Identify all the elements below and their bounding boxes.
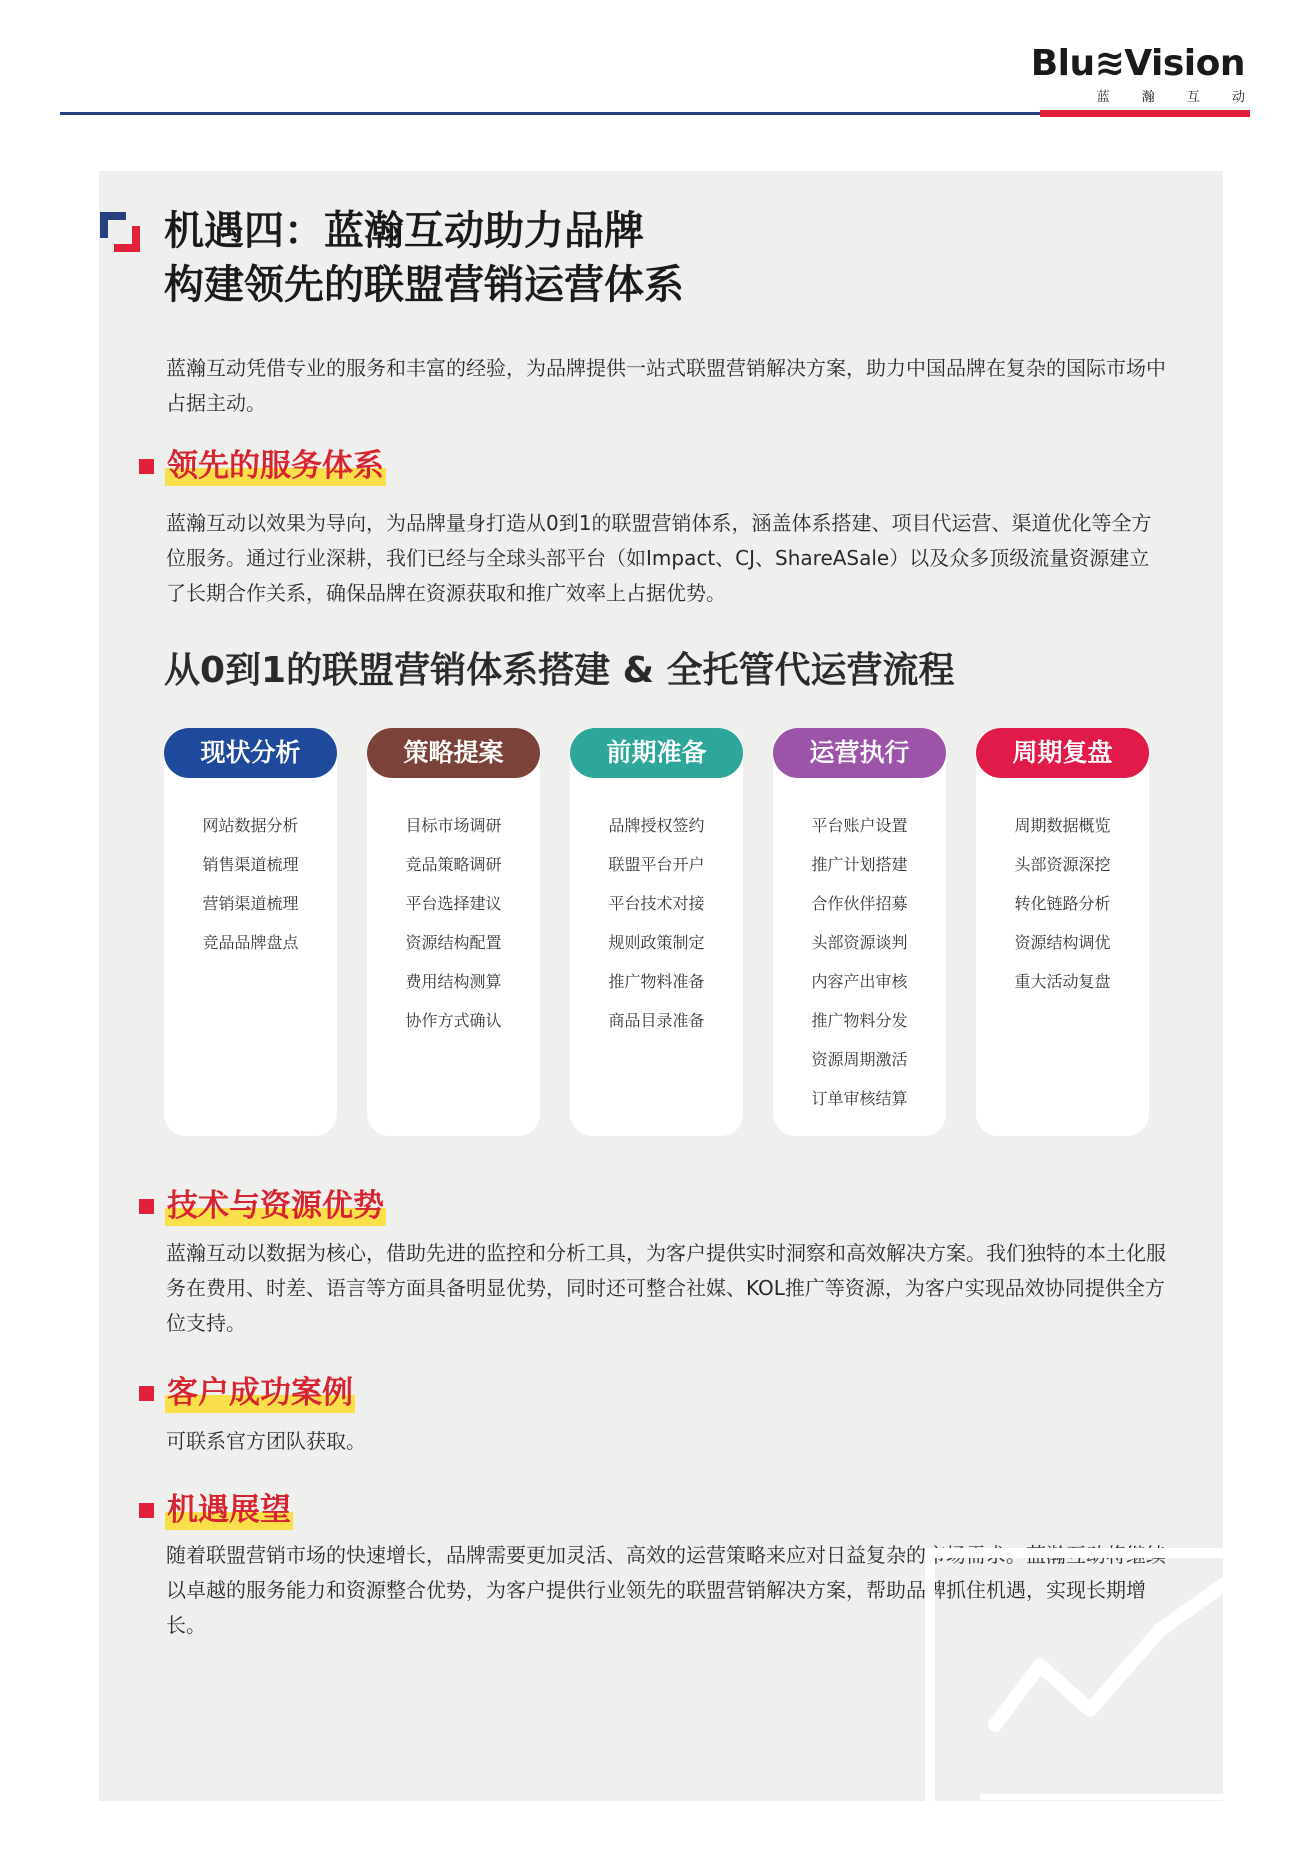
flow-item: 重大活动复盘 xyxy=(1014,972,1111,991)
flow-step-pill: 运营执行 xyxy=(773,728,946,778)
flow-item: 平台选择建议 xyxy=(405,894,502,913)
flow-item: 订单审核结算 xyxy=(811,1089,908,1108)
flow-column-strategy xyxy=(367,728,540,1136)
section-heading-label: 机遇展望 xyxy=(167,1492,291,1528)
flow-item: 周期数据概览 xyxy=(1014,816,1111,835)
section-body-cases: 可联系官方团队获取。 xyxy=(166,1429,366,1453)
flow-title: 从0到1的联盟营销体系搭建 & 全托管代运营流程 xyxy=(164,650,955,691)
flow-item: 资源结构配置 xyxy=(405,933,502,952)
flow-item: 商品目录准备 xyxy=(608,1011,705,1030)
section-body-service: 蓝瀚互动以效果为导向，为品牌量身打造从0到1的联盟营销体系，涵盖体系搭建、项目代运营、渠道优化等全方位服务。通过行业深耕，我们已经与全球头部平台（如Impact、CJ、ShareASale）以及众多顶级流量资源建立了长期合作关系，确保品牌在资源获取和推广效率上占据优势。 xyxy=(166,511,1152,605)
title-logo-icon xyxy=(100,212,140,252)
flow-item: 目标市场调研 xyxy=(405,816,502,835)
flow-column-analysis xyxy=(164,728,337,1136)
flow-column-review xyxy=(976,728,1149,1136)
flow-item: 网站数据分析 xyxy=(202,816,299,835)
bullet-square-icon xyxy=(139,459,154,474)
brand-name: Blu≋Vision xyxy=(1030,43,1245,84)
flow-item: 资源结构调优 xyxy=(1014,933,1111,952)
flow-item: 费用结构测算 xyxy=(405,972,502,991)
flow-item: 品牌授权签约 xyxy=(608,816,705,835)
flow-step-pill: 周期复盘 xyxy=(976,728,1149,778)
flow-item: 推广计划搭建 xyxy=(811,855,908,874)
flow-step-pill: 策略提案 xyxy=(367,728,540,778)
flow-item: 平台技术对接 xyxy=(608,894,705,913)
section-heading-label: 领先的服务体系 xyxy=(167,448,384,484)
flow-item: 竞品策略调研 xyxy=(405,855,502,874)
flow-item: 规则政策制定 xyxy=(608,933,705,952)
flow-item: 内容产出审核 xyxy=(811,972,908,991)
flow-item: 销售渠道梳理 xyxy=(202,855,299,874)
flow-column-execution xyxy=(773,728,946,1136)
page-title-line2: 构建领先的联盟营销运营体系 xyxy=(164,262,684,308)
flow-item: 竞品品牌盘点 xyxy=(202,933,299,952)
flow-item: 推广物料分发 xyxy=(811,1011,908,1030)
bullet-square-icon xyxy=(139,1199,154,1214)
flow-item: 转化链路分析 xyxy=(1014,894,1111,913)
flow-item: 合作伙伴招募 xyxy=(811,894,908,913)
flow-item: 头部资源深挖 xyxy=(1014,855,1111,874)
intro-paragraph: 蓝瀚互动凭借专业的服务和丰富的经验，为品牌提供一站式联盟营销解决方案，助力中国品牌在复杂的国际市场中占据主动。 xyxy=(166,356,1166,415)
flow-item: 协作方式确认 xyxy=(405,1011,502,1030)
page-title-line1: 机遇四：蓝瀚互动助力品牌 xyxy=(164,208,644,254)
flow-column-preparation xyxy=(570,728,743,1136)
section-heading-label: 技术与资源优势 xyxy=(167,1188,384,1224)
flow-item: 头部资源谈判 xyxy=(811,933,908,952)
header-accent-bar xyxy=(1040,110,1250,117)
bullet-square-icon xyxy=(139,1503,154,1518)
flow-step-pill: 前期准备 xyxy=(570,728,743,778)
brand-subtitle: 蓝 瀚 互 动 xyxy=(1096,90,1259,105)
section-heading-label: 客户成功案例 xyxy=(167,1375,353,1411)
flow-item: 资源周期激活 xyxy=(811,1050,908,1069)
section-body-tech: 蓝瀚互动以数据为核心，借助先进的监控和分析工具，为客户提供实时洞察和高效解决方案。我们独特的本土化服务在费用、时差、语言等方面具备明显优势，同时还可整合社媒、KOL推广等资源，为客户实现品效协同提供全方位支持。 xyxy=(166,1241,1166,1335)
bullet-square-icon xyxy=(139,1386,154,1401)
flow-item: 平台账户设置 xyxy=(811,816,908,835)
section-body-outlook: 随着联盟营销市场的快速增长，品牌需要更加灵活、高效的运营策略来应对日益复杂的市场需求。蓝瀚互动将继续以卓越的服务能力和资源整合优势，为客户提供行业领先的联盟营销解决方案，帮助品牌抓住机遇，实现长期增长。 xyxy=(166,1543,1166,1637)
flow-step-pill: 现状分析 xyxy=(164,728,337,778)
growth-chart-icon xyxy=(920,1535,1223,1801)
flow-item: 联盟平台开户 xyxy=(608,855,705,874)
flow-item: 推广物料准备 xyxy=(608,972,705,991)
flow-item: 营销渠道梳理 xyxy=(202,894,299,913)
page-title xyxy=(164,204,684,312)
brand-logo xyxy=(1015,43,1259,105)
